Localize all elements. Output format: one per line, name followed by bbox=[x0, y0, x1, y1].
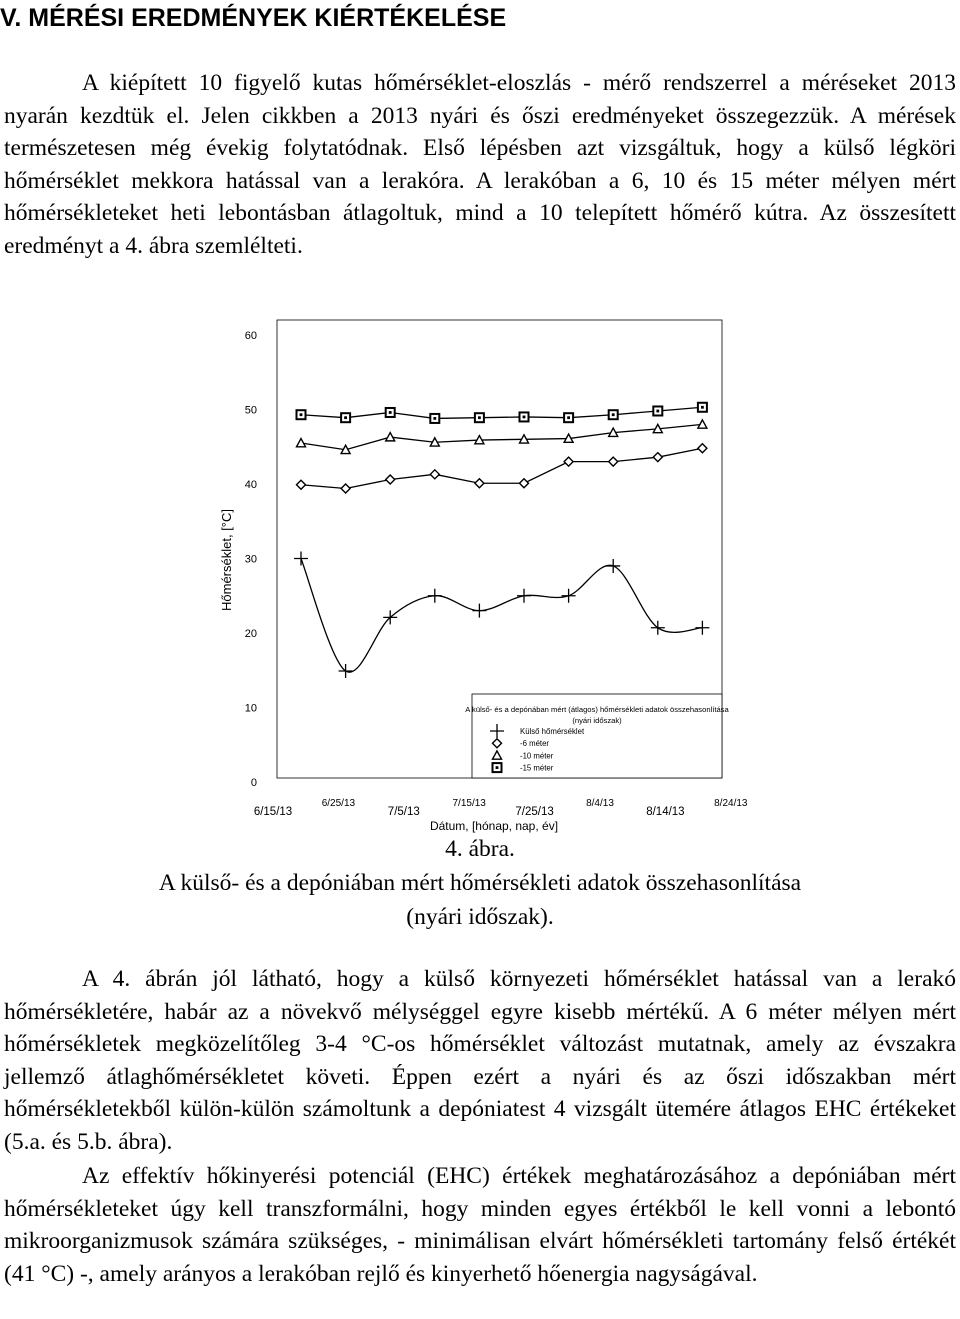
chart-legend bbox=[465, 694, 729, 778]
x-tick-label: 6/25/13 bbox=[321, 798, 356, 809]
data-point bbox=[472, 604, 486, 618]
x-tick-label: 8/24/13 bbox=[714, 798, 748, 809]
figure-number: 4. ábra. bbox=[445, 836, 515, 862]
data-point-center bbox=[612, 413, 615, 416]
series-square bbox=[297, 403, 707, 423]
legend-subtitle: (nyári időszak) bbox=[572, 716, 622, 725]
series-triangle bbox=[297, 420, 707, 454]
temperature-line-chart bbox=[0, 318, 960, 838]
figure-caption-line1: A külső- és a depóniában mért hőmérsékleti adatok összehasonlítása bbox=[158, 870, 802, 896]
x-tick-label: 7/5/13 bbox=[387, 806, 420, 818]
series-line bbox=[301, 407, 702, 418]
paragraph-discussion: A 4. ábrán jól látható, hogy a külső környezeti hőmérséklet hatással van a lerakó hőmérsékletére, habár az a növekvő mélységgel egyre kisebb mértékű. A 6 méter mélyen mért hőmérsékletek megközelítőleg 3-4 °C-os hőmérséklet változást mutatnak, amely az évszakra jellemző átlaghőmérsékletet követi. Éppen ezért a nyári és az őszi időszakban mért hőmérsékletekből külön-külön számoltunk a depóniatest 4 vizsgált ütemére átlagos EHC értékeket (5.a. és 5.b. ábra). bbox=[4, 966, 956, 1155]
data-point-center bbox=[389, 411, 392, 414]
legend-label: -10 méter bbox=[520, 751, 554, 761]
legend-marker-center bbox=[496, 766, 499, 769]
data-point bbox=[294, 552, 308, 566]
data-point bbox=[606, 559, 620, 573]
data-point-center bbox=[656, 410, 659, 413]
data-point bbox=[562, 589, 576, 603]
data-point bbox=[564, 457, 573, 466]
y-tick-label: 20 bbox=[244, 628, 257, 640]
data-point bbox=[698, 444, 707, 453]
figure-caption-line2: (nyári időszak). bbox=[406, 904, 554, 930]
data-point-center bbox=[433, 417, 436, 420]
data-point bbox=[428, 589, 442, 603]
section-heading: V. MÉRÉSI EREDMÉNYEK KIÉRTÉKELÉSE bbox=[0, 4, 507, 32]
series-plus bbox=[294, 552, 709, 678]
y-tick-label: 10 bbox=[244, 702, 257, 715]
figure-caption bbox=[0, 866, 960, 934]
series-line bbox=[301, 424, 702, 449]
data-point bbox=[517, 589, 531, 603]
paragraph-ehc: Az effektív hőkinyerési potenciál (EHC) értékek meghatározásához a depóniában mért hőmérsékleteket úgy kell transzformálni, hogy minden egyes értékből le kell vonni a lebontó mikroorganizmusok számára szükséges, - minimálisan elvárt hőmérsékleti tartomány felső értékét (41 °C) -, amely arányos a lerakóban rejlő és kinyerhető hőenergia nagyságával. bbox=[4, 1163, 956, 1287]
y-axis-ticks bbox=[245, 330, 257, 789]
data-point bbox=[430, 470, 439, 479]
legend-label: -15 méter bbox=[520, 763, 554, 773]
data-point bbox=[386, 433, 395, 441]
legend-title: A külső- és a depónában mért (átlagos) hőmérsékleti adatok összehasonlítása bbox=[465, 705, 729, 714]
x-axis-ticks bbox=[254, 798, 748, 818]
data-point bbox=[520, 479, 529, 488]
data-point bbox=[475, 479, 484, 488]
data-point bbox=[695, 621, 709, 635]
series-line bbox=[301, 448, 702, 488]
data-point-center bbox=[567, 416, 570, 419]
series-diamond bbox=[297, 444, 707, 493]
data-point bbox=[297, 439, 306, 447]
y-tick-label: 30 bbox=[244, 553, 257, 566]
plot-area bbox=[277, 320, 729, 778]
y-tick-label: 60 bbox=[244, 330, 257, 342]
y-tick-label: 40 bbox=[244, 479, 257, 491]
x-tick-label: 7/15/13 bbox=[452, 798, 486, 809]
data-point-center bbox=[523, 416, 526, 419]
y-tick-label: 0 bbox=[250, 777, 257, 789]
y-tick-label: 50 bbox=[244, 404, 257, 417]
legend-label: -6 méter bbox=[520, 739, 550, 749]
data-point-center bbox=[478, 416, 481, 419]
data-point bbox=[297, 480, 306, 489]
legend-label: Külső hőmérséklet bbox=[520, 727, 585, 736]
x-tick-label: 8/14/13 bbox=[646, 806, 685, 818]
y-axis-label: Hőmérséklet, [°C] bbox=[219, 508, 234, 612]
paragraph-intro: A kiépített 10 figyelő kutas hőmérséklet-eloszlás - mérő rendszerrel a méréseket 2013 nyarán kezdtük el. Jelen cikkben a 2013 nyári és őszi eredményeket összegezzük. A mérések természetesen még évekig folytatódnak. Első lépésben azt vizsgáltuk, hogy a külső légköri hőmérséklet mekkora hatással van a lerakóra. A lerakóban a 6, 10 és 15 méter mélyen mért hőmérsékleteket heti lebontásban átlagoltuk, mind a 10 telepített hőmérő kútra. Az összesített eredményt a 4. ábra szemlélteti. bbox=[4, 70, 956, 259]
data-point bbox=[609, 457, 618, 466]
data-point-center bbox=[300, 413, 303, 416]
x-tick-label: 6/15/13 bbox=[253, 806, 293, 818]
data-point bbox=[386, 475, 395, 484]
data-point-center bbox=[344, 416, 347, 419]
x-axis-label: Dátum, [hónap, nap, év] bbox=[429, 819, 559, 833]
x-tick-label: 7/25/13 bbox=[515, 806, 554, 818]
data-point-center bbox=[701, 406, 704, 409]
data-point bbox=[698, 420, 707, 428]
x-tick-label: 8/4/13 bbox=[586, 798, 614, 809]
series-line bbox=[301, 559, 702, 673]
data-point bbox=[341, 484, 350, 493]
data-point bbox=[653, 453, 662, 462]
